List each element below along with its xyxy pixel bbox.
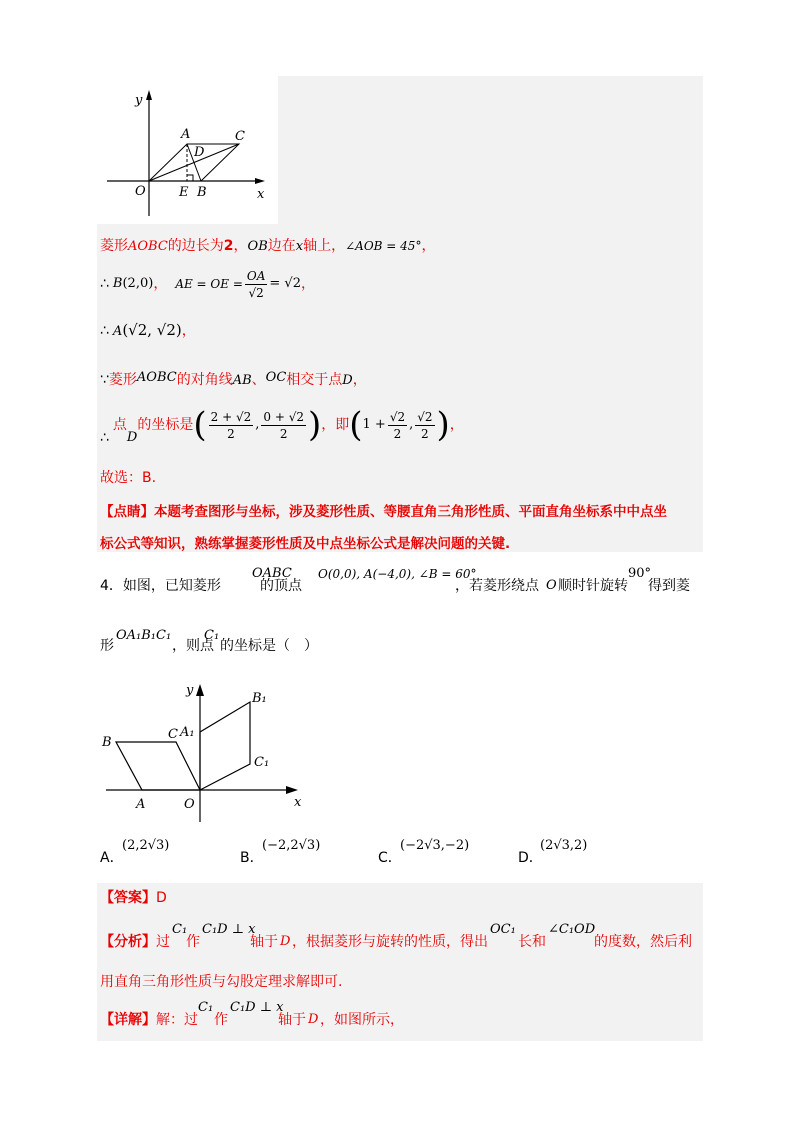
option-d[interactable] (518, 838, 638, 864)
option-c[interactable] (378, 838, 498, 864)
solution-line-4: ∵菱形AOBC的对角线AB、OC相交于点D， (100, 370, 367, 388)
solution-line-2: ∴ B (2,0) ， AE = OE = $\frac{OA}{√2}$ = √2 ， (100, 268, 315, 300)
option-d-value: (2√3,2) (540, 838, 588, 853)
fig1-label-y: y (135, 93, 143, 108)
answer-tag: 【答案】 (100, 890, 156, 906)
fig2-label-x: x (294, 795, 302, 810)
comment-line-1: 【点睛】本题考查图形与坐标，涉及菱形性质、等腰直角三角形性质、平面直角坐标系中中点坐 (100, 504, 667, 520)
option-d-letter: D． (518, 850, 543, 866)
answer4-line (100, 888, 167, 908)
solution-answer: 故选：B. (100, 470, 157, 486)
solution-line-3: ∴ A(√2, √2)， (100, 321, 196, 339)
option-a-letter: A． (100, 850, 124, 866)
figure-rhombus-rotation (100, 672, 320, 828)
solution-line-5: ∴ 点 D 的坐标是 ( $\frac{2 + √2}{2}$ , $\frac{0 + √2}{2}$ ) ，即 ( 1 + $\frac{√2}{2}$ , $\frac{√2}{2}$ ) ， (100, 405, 464, 446)
fig1-label-o: O (135, 184, 146, 199)
fig2-label-b1: B₁ (252, 691, 267, 706)
solution-line-1: 菱形AOBC的边长为2，OB边在x轴上，∠AOB = 45°， (100, 238, 436, 254)
detail-tag: 【详解】 (100, 1012, 156, 1028)
option-a[interactable] (100, 838, 220, 864)
fig2-label-o: O (184, 797, 195, 812)
option-b-value: (−2,2√3) (262, 838, 321, 853)
fig1-label-x: x (257, 187, 265, 202)
figure-rhombus-rotation-svg (100, 672, 320, 828)
fig1-label-a: A (181, 127, 191, 142)
option-a-value: (2,2√3) (122, 838, 170, 853)
option-b-letter: B． (240, 850, 264, 866)
fig2-label-b: B (102, 735, 112, 750)
analysis-line-2: 用直角三角形性质与勾股定理求解即可. (100, 974, 343, 990)
figure-rhombus-aobc-svg (97, 76, 278, 224)
fig2-label-y: y (186, 683, 194, 698)
option-c-value: (−2√3,−2) (400, 838, 470, 853)
answer-value: D (156, 890, 167, 906)
comment-line-2: 标公式等知识，熟练掌握菱形性质及中点坐标公式是解决问题的关键. (100, 536, 511, 552)
fig1-label-c: C (235, 129, 245, 144)
fig2-label-c1: C₁ (254, 755, 270, 770)
option-b[interactable] (240, 838, 360, 864)
fig2-label-a: A (136, 797, 146, 812)
fig2-label-c: C (168, 727, 178, 742)
fig1-label-e: E (179, 185, 189, 200)
fig1-label-b: B (197, 185, 207, 200)
comment-tag: 【点睛】 (100, 504, 154, 520)
fig2-label-a1: A₁ (180, 725, 195, 740)
figure-rhombus-aobc (97, 76, 278, 224)
analysis-tag: 【分析】 (100, 934, 156, 950)
option-c-letter: C． (378, 850, 402, 866)
fig1-label-d: D (194, 145, 205, 160)
